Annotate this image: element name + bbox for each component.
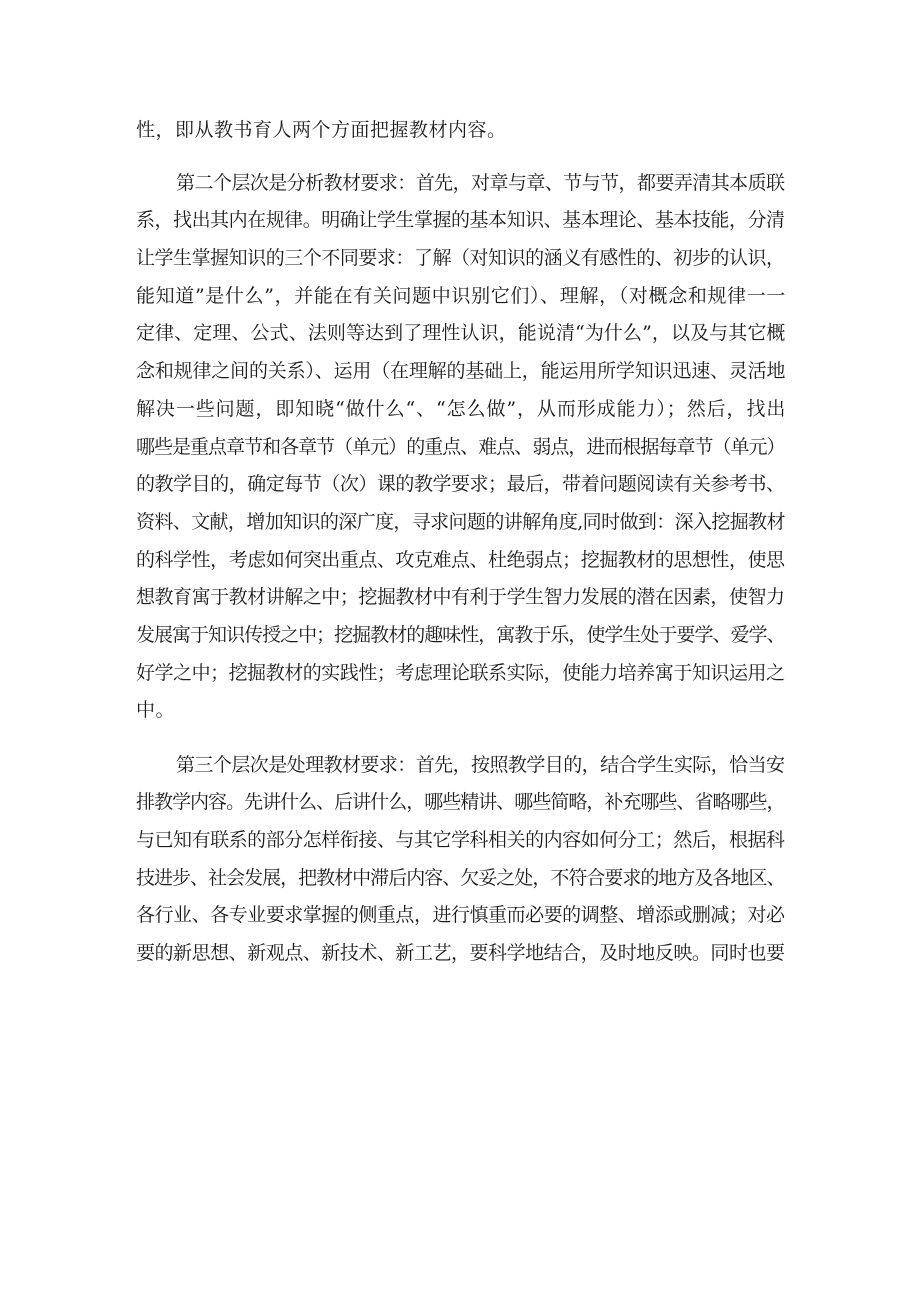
text-line: 念和规律之间的关系）、运用（在理解的基础上，能运用所学知识迅速、灵活地 <box>136 360 786 382</box>
text-line: 中。 <box>136 699 176 721</box>
paragraph-start-line: 第三个层次是处理教材要求：首先，按照教学目的，结合学生实际，恰当安 <box>176 754 785 776</box>
text-line: 系，找出其内在规律。明确让学生掌握的基本知识、基本理论、基本技能，分清 <box>136 209 785 231</box>
paragraph-start-line: 第二个层次是分析教材要求：首先，对章与章、节与节，都要弄清其本质联 <box>176 172 785 194</box>
text-line: 的科学性，考虑如何突出重点、攻克难点、杜绝弱点；挖掘教材的思想性，使思 <box>136 549 785 571</box>
text-line: 能知道”是什么”，并能在有关问题中识别它们）、理解，（对概念和规律一一 <box>136 285 787 307</box>
text-line: 好学之中；挖掘教材的实践性；考虑理论联系实际，使能力培养寓于知识运用之 <box>136 662 785 684</box>
text-line: 资料、文献，增加知识的深广度，寻求问题的讲解角度,同时做到：深入挖掘教材 <box>136 511 785 533</box>
text-line: 哪些是重点章节和各章节（单元）的重点、难点、弱点，进而根据每章节（单元） <box>136 436 785 458</box>
text-line: 与已知有联系的部分怎样衔接、与其它学科相关的内容如何分工；然后，根据科 <box>136 829 785 851</box>
text-line: 性，即从教书育人两个方面把握教材内容。 <box>136 119 507 141</box>
text-line: 定律、定理、公式、法则等达到了理性认识，能说清“为什么”，以及与其它概 <box>136 322 786 344</box>
text-line: 想教育寓于教材讲解之中；挖掘教材中有利于学生智力发展的潜在因素，使智力 <box>136 586 785 608</box>
text-line: 的教学目的，确定每节（次）课的教学要求；最后，带着问题阅读有关参考书、 <box>136 473 785 495</box>
text-line: 排教学内容。先讲什么、后讲什么，哪些精讲、哪些简略，补充哪些、省略哪些， <box>136 791 785 813</box>
text-line: 要的新思想、新观点、新技术、新工艺，要科学地结合，及时地反映。同时也要 <box>136 942 785 964</box>
text-line: 让学生掌握知识的三个不同要求：了解（对知识的涵义有感性的、初步的认识， <box>136 247 785 269</box>
text-line: 解决一些问题，即知晓“做什么“、“怎么做”，从而形成能力）；然后，找出 <box>136 398 787 420</box>
text-line: 各行业、各专业要求掌握的侧重点，进行慎重而必要的调整、增添或删减；对必 <box>136 904 785 926</box>
text-line: 发展寓于知识传授之中；挖掘教材的趣味性，寓教于乐，使学生处于要学、爱学、 <box>136 624 785 646</box>
text-line: 技进步、社会发展，把教材中滞后内容、欠妥之处，不符合要求的地方及各地区、 <box>136 867 785 889</box>
